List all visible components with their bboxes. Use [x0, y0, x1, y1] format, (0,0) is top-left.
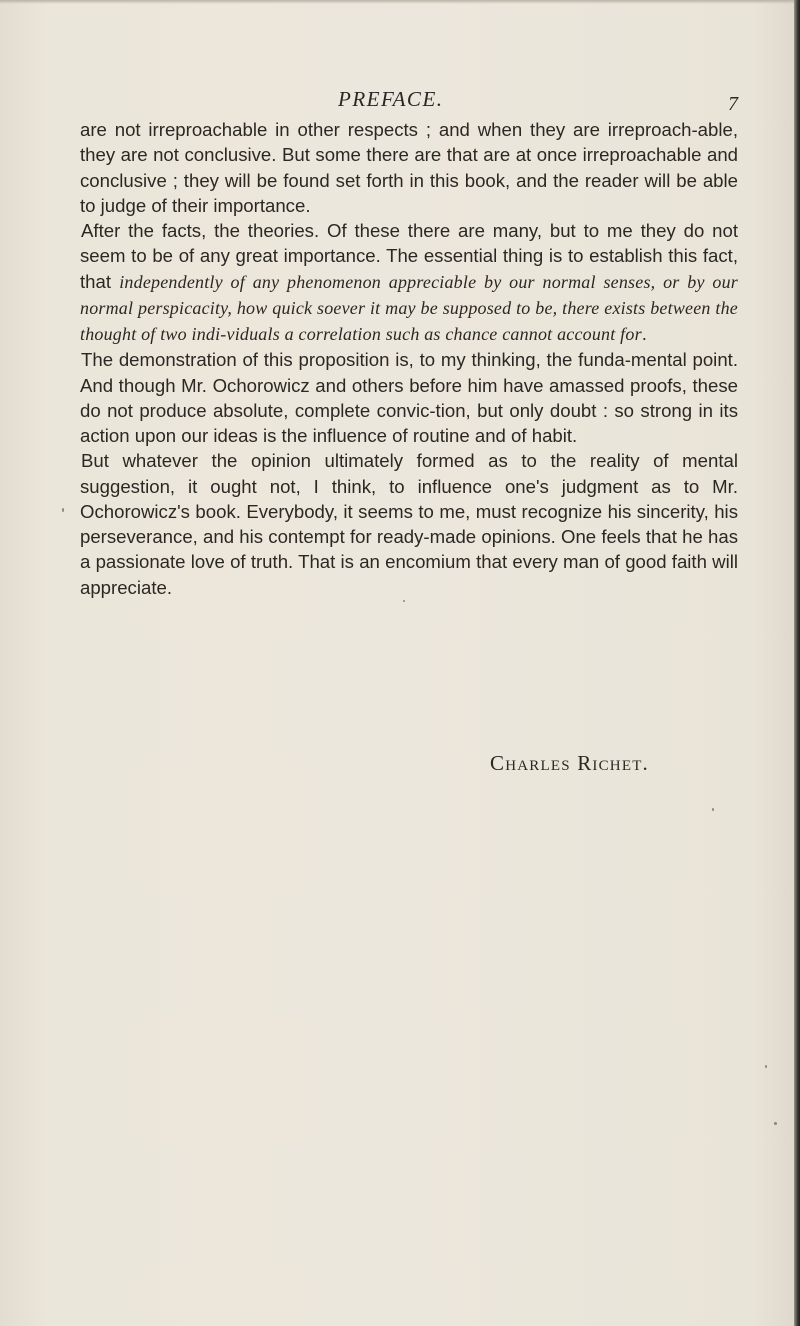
paragraph-2-end: .: [641, 323, 647, 344]
paragraph-1-text: are not irreproachable in other respects ; and when they are irreproach-able, they are not conclusive. But some there are that are at once irreproachable and conclusive ; they will be found set forth in this book, and the reader will be able to judge of their importance.: [80, 119, 738, 216]
paragraph-2-italic-text: independently of any phenomenon appreciable by our normal senses, or by our normal perspicacity, how quick soever it may be supposed to be, there exists between the thought of two indi-viduals a correlation such as chance cannot account for: [80, 271, 738, 344]
paper-speck: [774, 1122, 777, 1125]
page-number: 7: [728, 93, 738, 115]
author-signature: Charles Richet.: [490, 751, 650, 775]
paragraph-3: [80, 347, 738, 448]
paragraph-4: [80, 448, 738, 600]
page-header: [80, 87, 738, 117]
preface-body: [80, 117, 738, 600]
paragraph-2-text: After the facts, the theories. Of these there are many, but to me they do not seem to be of any great importance. The essential thing is to establish this fact, that: [80, 220, 738, 292]
paper-speck: [403, 600, 405, 602]
paragraph-4-text: But whatever the opinion ultimately formed as to the reality of mental suggestion, it ought not, I think, to influence one's judgment as to Mr. Ochorowicz's book. Everybody, it seems to me, must recognize his sincerity, his perseverance, and his contempt for ready-made opinions. One feels that he has a passionate love of truth. That is an encomium that every man of good faith will appreciate.: [80, 450, 738, 598]
running-head: PREFACE.: [338, 87, 444, 111]
paper-speck: [712, 808, 714, 811]
top-edge-shadow: [0, 0, 800, 4]
book-spine-edge: [794, 0, 800, 1326]
paragraph-1: [80, 117, 738, 218]
paper-speck: [765, 1065, 767, 1068]
paragraph-3-text: The demonstration of this proposition is, to my thinking, the funda-mental point. And though Mr. Ochorowicz and others before him have amassed proofs, these do not produce absolute, complete convic-tion, but only doubt : so strong in its action upon our ideas is the influence of routine and of habit.: [80, 349, 738, 446]
paper-speck: [62, 508, 64, 512]
paragraph-2: [80, 218, 738, 347]
